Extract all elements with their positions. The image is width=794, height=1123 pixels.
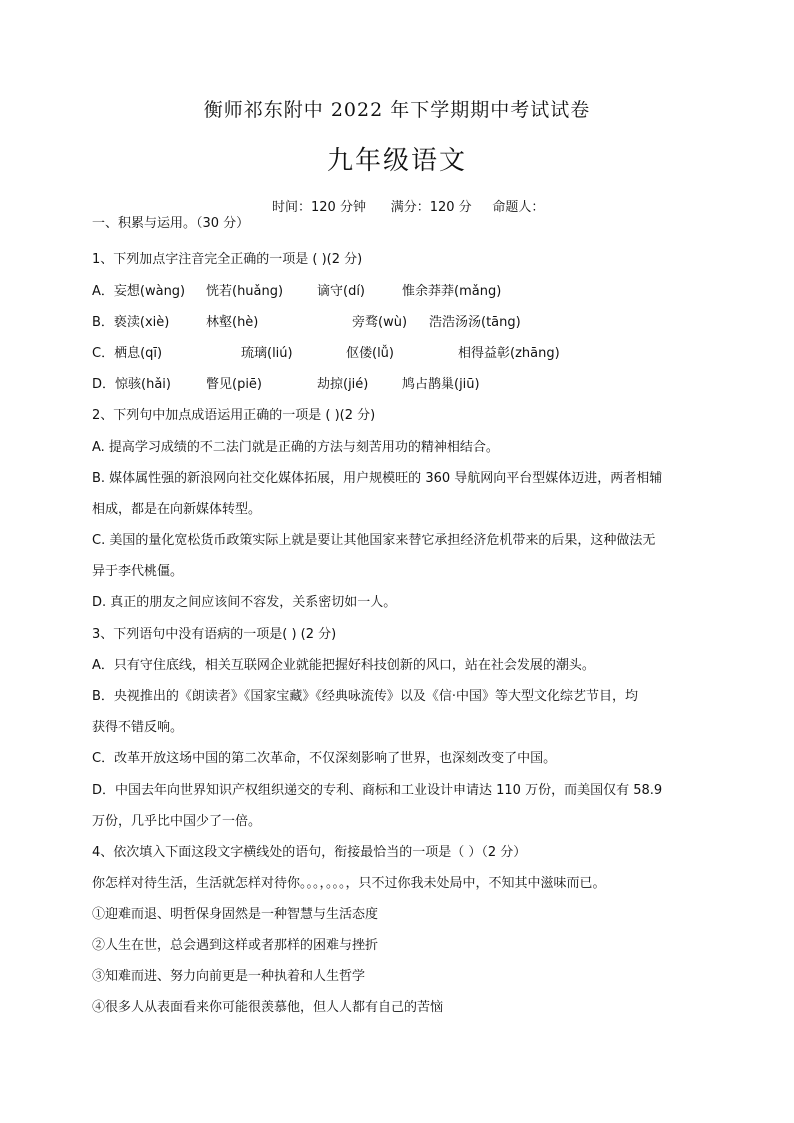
option-item: 旁骛(wù) (352, 315, 408, 330)
question-3-stem: 3、下列语句中没有语病的一项是( ) (2 分) (92, 627, 337, 642)
exam-subtitle: 九年级语文 (326, 146, 467, 176)
option-item: 惟余莽莽(mǎng) (402, 284, 502, 299)
exam-meta: 时间：120 分钟 满分：120 分 命题人： (272, 200, 545, 215)
question-2-option-c-cont: 异于李代桃僵。 (92, 564, 184, 579)
question-3-option-b: B．央视推出的《朗读者》《国家宝藏》《经典咏流传》以及《信·中国》等大型文化综艺节目，均 (92, 689, 639, 704)
section-heading: 一、积累与运用。（30 分） (92, 216, 250, 231)
question-2-option-a: A. 提高学习成绩的不二法门就是正确的方法与刻苦用功的精神相结合。 (92, 440, 499, 455)
question-4-sentence-1: ①迎难而退、明哲保身固然是一种智慧与生活态度 (92, 907, 379, 922)
option-item: 相得益彰(zhāng) (458, 346, 560, 361)
option-item: 林壑(hè) (206, 315, 259, 330)
exam-title: 衡师祁东附中 2022 年下学期期中考试试卷 (203, 99, 591, 121)
question-2-option-b: B. 媒体属性强的新浪网向社交化媒体拓展，用户规模旺的 360 导航网向平台型媒体迈进，两者相辅 (92, 471, 663, 486)
option-item: 瞥见(piē) (206, 377, 263, 392)
option-item: C．栖息(qī) (92, 346, 163, 361)
option-item: 伛偻(lǚ) (346, 346, 394, 361)
question-3-option-a: A．只有守住底线，相关互联网企业就能把握好科技创新的风口，站在社会发展的潮头。 (92, 658, 595, 673)
question-3-option-b-cont: 获得不错反响。 (92, 720, 184, 735)
question-4-sentence-3: ③知难而进、努力向前更是一种执着和人生哲学 (92, 969, 366, 984)
option-item: 谪守(dí) (317, 284, 366, 299)
question-4-stem: 4、依次填入下面这段文字横线处的语句，衔接最恰当的一项是（ ）（2 分） (92, 845, 527, 860)
question-1-stem: 1、下列加点字注音完全正确的一项是 ( )(2 分) (92, 252, 363, 267)
option-item: 劫掠(jié) (317, 377, 369, 392)
option-item: 恍若(huǎng) (206, 284, 284, 299)
question-2-option-d: D. 真正的朋友之间应该间不容发，关系密切如一人。 (92, 595, 397, 610)
question-3-option-c: C．改革开放这场中国的第二次革命，不仅深刻影响了世界，也深刻改变了中国。 (92, 751, 557, 766)
question-3-option-d: D．中国去年向世界知识产权组织递交的专利、商标和工业设计申请达 110 万份，而美国仅有 58.9 (92, 783, 663, 798)
question-4-sentence-2: ②人生在世，总会遇到这样或者那样的困难与挫折 (92, 938, 379, 953)
question-3-option-d-cont: 万份，几乎比中国少了一倍。 (92, 814, 262, 829)
question-2-option-b-cont: 相成，都是在向新媒体转型。 (92, 502, 262, 517)
question-4-sentence-4: ④很多人从表面看来你可能很羡慕他，但人人都有自己的苦恼 (92, 1000, 444, 1015)
question-2-stem: 2、下列句中加点成语运用正确的一项是 ( )(2 分) (92, 408, 376, 423)
option-item: 琉璃(liú) (241, 346, 293, 361)
option-item: 鸠占鹊巢(jiū) (402, 377, 480, 392)
question-4-text: 你怎样对待生活，生活就怎样对待你。。。，。。。，只不过你我未处局中，不知其中滋味而已。 (92, 876, 606, 891)
question-2-option-c: C. 美国的量化宽松货币政策实际上就是要让其他国家来替它承担经济危机带来的后果，这种做法无 (92, 533, 656, 548)
option-item: A．妄想(wàng) (92, 284, 186, 299)
option-item: 浩浩汤汤(tāng) (429, 315, 521, 330)
option-item: B．亵渎(xiè) (92, 315, 170, 330)
option-item: D．惊骇(hǎi) (92, 377, 171, 392)
